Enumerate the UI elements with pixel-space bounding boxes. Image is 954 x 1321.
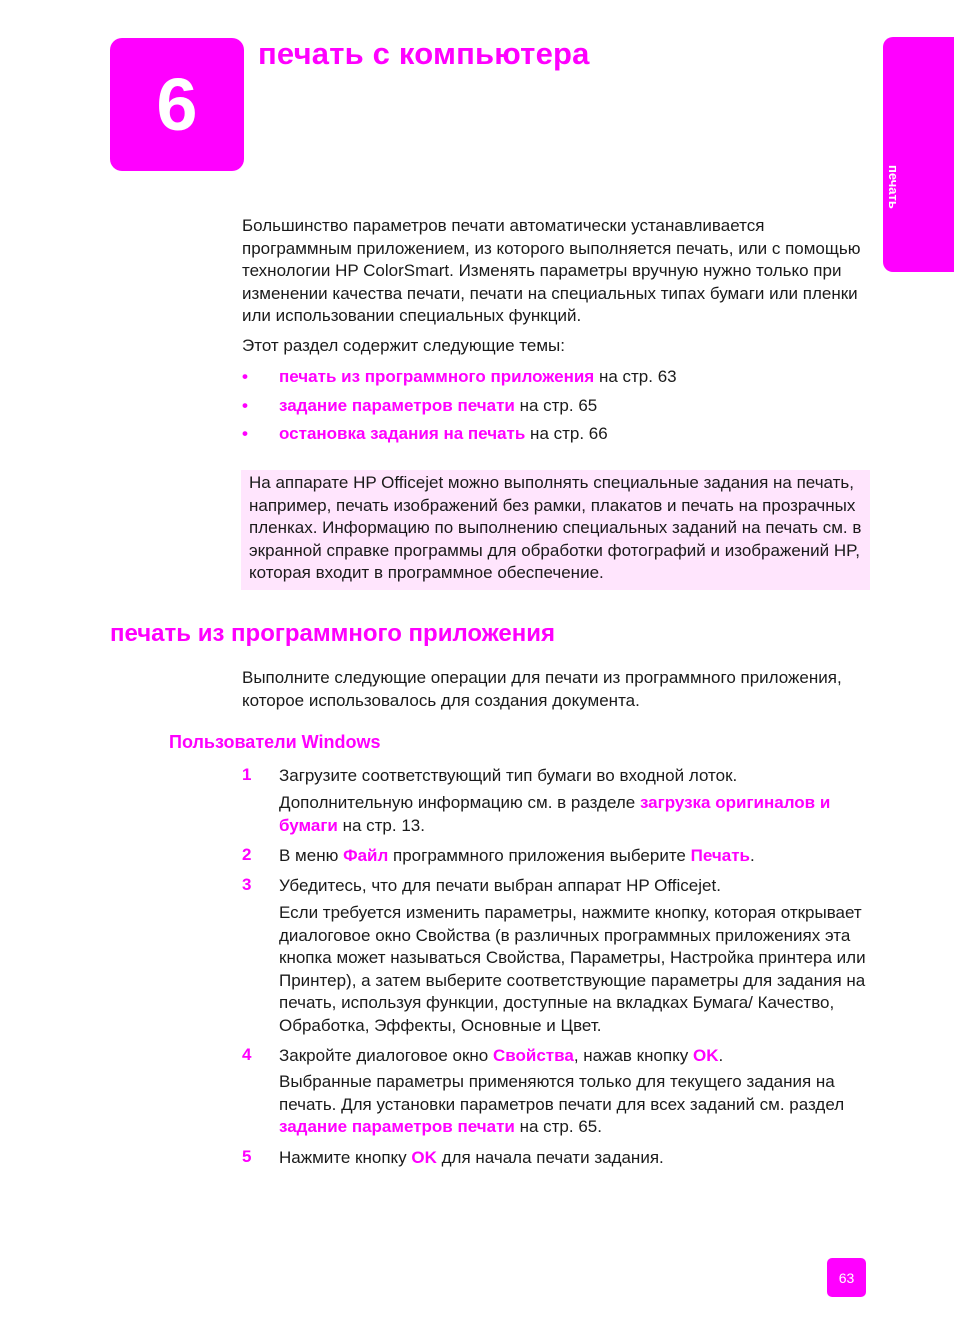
step-4-extra-post: на стр. 65. bbox=[514, 1117, 602, 1136]
step-1-extra-post: на стр. 13. bbox=[337, 815, 425, 835]
step-4-pre: Закройте диалоговое окно bbox=[279, 1046, 493, 1065]
bullet-icon: • bbox=[242, 424, 248, 443]
step-4-post: . bbox=[718, 1046, 724, 1065]
topic-page-ref: на стр. 65 bbox=[514, 395, 598, 415]
list-item bbox=[242, 395, 677, 424]
step-4-extra-pre: Выбранные параметры применяются только для текущего задания на печать. Для установки параметров печати для всех заданий см. раздел bbox=[279, 1072, 845, 1114]
step-2-text bbox=[279, 845, 869, 868]
list-item bbox=[242, 423, 677, 452]
step-4-text bbox=[279, 1045, 869, 1068]
step-number: 2 bbox=[242, 845, 252, 864]
ok-button-ref: OK bbox=[693, 1046, 719, 1065]
step-number: 4 bbox=[242, 1045, 252, 1064]
step-1-text: Загрузите соответствующий тип бумаги во входной лоток. bbox=[279, 766, 738, 785]
step-4-extra bbox=[279, 1071, 869, 1139]
topics-lead: Этот раздел содержит следующие темы: bbox=[242, 336, 565, 355]
step-number: 1 bbox=[242, 765, 252, 784]
step-number: 3 bbox=[242, 875, 252, 894]
section-lead: Выполните следующие операции для печати из программного приложения, которое использовалось для создания документа. bbox=[242, 668, 842, 710]
list-item bbox=[242, 366, 677, 395]
step-5-post: для начала печати задания. bbox=[436, 1148, 664, 1167]
menu-file: Файл bbox=[343, 846, 389, 865]
intro-paragraph: Большинство параметров печати автоматически устанавливается программным приложением, из которого выполняется печать, или с помощью технологии HP ColorSmart. Изменять параметры вручную нужно только при изменении качества печати, печати на специальных типах бумаги или пленки или использовании специальных функций. bbox=[242, 216, 861, 325]
dialog-properties: Свойства bbox=[493, 1046, 574, 1065]
note-text: На аппарате HP Officejet можно выполнять специальные задания на печать, например, печать изображений без рамки, плакатов и печать на прозрачных пленках. Информацию по выполнению специальных заданий на печать см. в экранной справке программы для обработки фотографий и изображений HP, которая входит в программное обеспечение. bbox=[249, 473, 862, 582]
step-3-extra: Если требуется изменить параметры, нажмите кнопку, которая открывает диалоговое окно Свойства (в различных программных приложениях эта кнопка может называться Свойства, Параметры, Настройка принтера или Принтер), а затем выберите соответствующие параметры для задания на печать, используя функции, доступные на вкладках Бумага/ Качество, Обработка, Эффекты, Основные и Цвет. bbox=[279, 903, 866, 1035]
subsection-title: Пользователи Windows bbox=[169, 732, 381, 752]
step-5-pre: Нажмите кнопку bbox=[279, 1148, 412, 1167]
step-5-text bbox=[279, 1147, 869, 1170]
link-loading-originals[interactable]: загрузка оригиналов и бумаги bbox=[279, 793, 831, 835]
bullet-icon: • bbox=[242, 367, 248, 386]
topic-page-ref: на стр. 66 bbox=[525, 424, 608, 443]
ok-button-ref: OK bbox=[411, 1148, 437, 1167]
topics-list bbox=[242, 366, 677, 452]
section-title: печать из программного приложения bbox=[110, 620, 556, 647]
topic-page-ref: на стр. 63 bbox=[594, 367, 677, 386]
topic-link-print-settings[interactable]: задание параметров печати bbox=[279, 395, 515, 415]
step-4-mid: , нажав кнопку bbox=[573, 1046, 694, 1065]
topic-link-stop-print-job[interactable]: остановка задания на печать bbox=[279, 424, 526, 443]
step-2-post: . bbox=[749, 846, 755, 865]
step-number: 5 bbox=[242, 1147, 252, 1166]
step-1-extra bbox=[279, 792, 869, 837]
step-2-mid: программного приложения выберите bbox=[388, 846, 691, 865]
step-2-pre: В меню bbox=[279, 846, 344, 865]
page-number bbox=[827, 1258, 866, 1297]
menu-print: Печать bbox=[690, 846, 750, 865]
page-number-label: 63 bbox=[838, 1269, 855, 1286]
side-tab bbox=[883, 37, 954, 272]
chapter-title: печать с компьютера bbox=[258, 36, 590, 71]
side-tab-label: печать bbox=[886, 165, 901, 209]
topic-link-printing-from-app[interactable]: печать из программного приложения bbox=[279, 367, 595, 386]
bullet-icon: • bbox=[242, 395, 248, 415]
chapter-number-box bbox=[110, 38, 244, 171]
chapter-number: 6 bbox=[156, 63, 198, 146]
note-box bbox=[241, 470, 870, 590]
link-print-settings[interactable]: задание параметров печати bbox=[279, 1117, 515, 1136]
step-1-extra-pre: Дополнительную информацию см. в разделе bbox=[279, 793, 640, 812]
step-3-text: Убедитесь, что для печати выбран аппарат HP Officejet. bbox=[279, 876, 721, 895]
